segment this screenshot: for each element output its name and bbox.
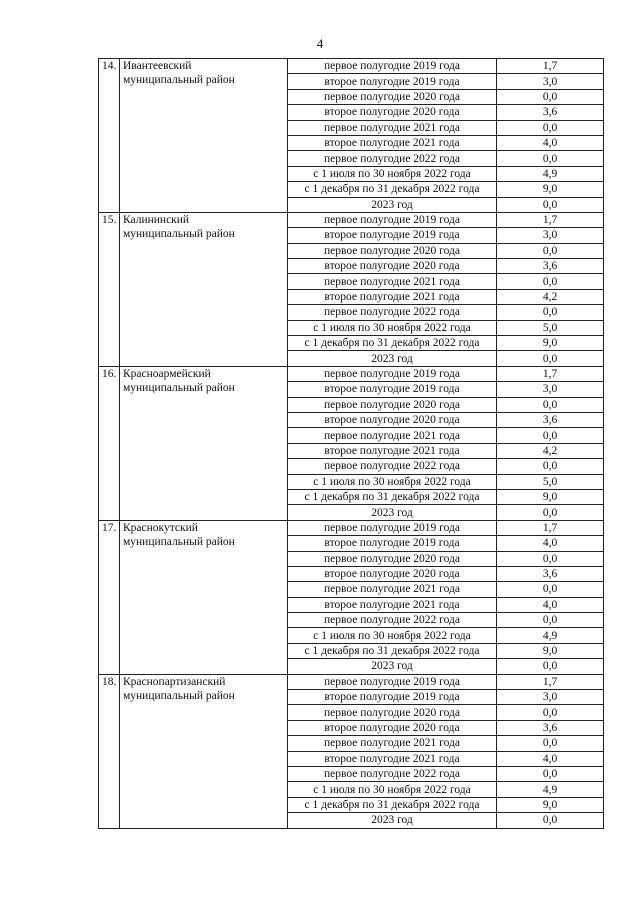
period-cell: первое полугодие 2022 года [288, 459, 497, 474]
tariff-table-body [99, 59, 604, 829]
table-row [99, 59, 604, 74]
value-cell: 0,0 [497, 89, 604, 104]
period-cell: первое полугодие 2020 года [288, 397, 497, 412]
period-cell: с 1 июля по 30 ноября 2022 года [288, 474, 497, 489]
period-cell: первое полугодие 2021 года [288, 120, 497, 135]
period-cell: второе полугодие 2021 года [288, 751, 497, 766]
value-cell: 0,0 [497, 274, 604, 289]
period-cell: с 1 июля по 30 ноября 2022 года [288, 166, 497, 181]
value-cell: 3,0 [497, 74, 604, 89]
value-cell: 0,0 [497, 736, 604, 751]
value-cell: 4,9 [497, 166, 604, 181]
value-cell: 4,0 [497, 135, 604, 150]
period-cell: первое полугодие 2020 года [288, 551, 497, 566]
period-cell: второе полугодие 2019 года [288, 690, 497, 705]
period-cell: с 1 декабря по 31 декабря 2022 года [288, 336, 497, 351]
period-cell: 2023 год [288, 505, 497, 520]
value-cell: 0,0 [497, 505, 604, 520]
period-cell: первое полугодие 2019 года [288, 366, 497, 381]
value-cell: 3,0 [497, 382, 604, 397]
value-cell: 0,0 [497, 766, 604, 781]
value-cell: 9,0 [497, 489, 604, 504]
value-cell: 3,6 [497, 259, 604, 274]
district-name [120, 59, 288, 213]
period-cell: второе полугодие 2019 года [288, 536, 497, 551]
period-cell: первое полугодие 2019 года [288, 212, 497, 227]
period-cell: первое полугодие 2022 года [288, 766, 497, 781]
period-cell: первое полугодие 2019 года [288, 520, 497, 535]
district-name-line1: Краснопартизанский [123, 675, 226, 688]
value-cell: 4,0 [497, 597, 604, 612]
district-number: 18. [99, 674, 120, 828]
period-cell: второе полугодие 2020 года [288, 720, 497, 735]
value-cell: 0,0 [497, 305, 604, 320]
period-cell: второе полугодие 2021 года [288, 135, 497, 150]
district-number: 15. [99, 212, 120, 366]
district-name-line2: муниципальный район [123, 227, 235, 240]
period-cell: с 1 декабря по 31 декабря 2022 года [288, 489, 497, 504]
value-cell: 3,6 [497, 105, 604, 120]
value-cell: 5,0 [497, 474, 604, 489]
period-cell: первое полугодие 2019 года [288, 59, 497, 74]
value-cell: 0,0 [497, 243, 604, 258]
table-row [99, 520, 604, 535]
period-cell: второе полугодие 2019 года [288, 74, 497, 89]
page-number: 4 [316, 36, 324, 51]
value-cell: 9,0 [497, 182, 604, 197]
district-name-line2: муниципальный район [123, 381, 235, 394]
period-cell: второе полугодие 2020 года [288, 105, 497, 120]
period-cell: первое полугодие 2020 года [288, 243, 497, 258]
value-cell: 1,7 [497, 366, 604, 381]
period-cell: 2023 год [288, 351, 497, 366]
period-cell: второе полугодие 2019 года [288, 228, 497, 243]
value-cell: 5,0 [497, 320, 604, 335]
period-cell: с 1 июля по 30 ноября 2022 года [288, 782, 497, 797]
district-name-line1: Краснокутский [123, 521, 198, 534]
value-cell: 0,0 [497, 151, 604, 166]
value-cell: 3,6 [497, 720, 604, 735]
value-cell: 9,0 [497, 797, 604, 812]
value-cell: 0,0 [497, 582, 604, 597]
value-cell: 0,0 [497, 428, 604, 443]
value-cell: 0,0 [497, 397, 604, 412]
period-cell: первое полугодие 2021 года [288, 736, 497, 751]
value-cell: 9,0 [497, 336, 604, 351]
period-cell: первое полугодие 2020 года [288, 89, 497, 104]
period-cell: второе полугодие 2020 года [288, 566, 497, 581]
period-cell: первое полугодие 2021 года [288, 428, 497, 443]
period-cell: первое полугодие 2021 года [288, 582, 497, 597]
district-name-line1: Красноармейский [123, 367, 211, 380]
period-cell: второе полугодие 2020 года [288, 259, 497, 274]
value-cell: 0,0 [497, 459, 604, 474]
period-cell: второе полугодие 2020 года [288, 412, 497, 427]
district-name-line2: муниципальный район [123, 689, 235, 702]
period-cell: второе полугодие 2021 года [288, 597, 497, 612]
period-cell: с 1 декабря по 31 декабря 2022 года [288, 797, 497, 812]
value-cell: 4,0 [497, 536, 604, 551]
period-cell: первое полугодие 2019 года [288, 674, 497, 689]
district-number: 17. [99, 520, 120, 674]
district-name-line1: Калининский [123, 213, 190, 226]
value-cell: 9,0 [497, 643, 604, 658]
period-cell: первое полугодие 2022 года [288, 613, 497, 628]
value-cell: 1,7 [497, 59, 604, 74]
value-cell: 3,0 [497, 228, 604, 243]
value-cell: 0,0 [497, 551, 604, 566]
value-cell: 0,0 [497, 120, 604, 135]
period-cell: с 1 июля по 30 ноября 2022 года [288, 628, 497, 643]
period-cell: первое полугодие 2022 года [288, 305, 497, 320]
value-cell: 4,0 [497, 751, 604, 766]
district-name-line2: муниципальный район [123, 535, 235, 548]
district-name-line2: муниципальный район [123, 74, 235, 86]
period-cell: 2023 год [288, 659, 497, 674]
district-name [120, 366, 288, 520]
tariff-table [98, 58, 604, 829]
table-row [99, 366, 604, 381]
value-cell: 0,0 [497, 613, 604, 628]
period-cell: с 1 декабря по 31 декабря 2022 года [288, 182, 497, 197]
district-name [120, 520, 288, 674]
value-cell: 3,0 [497, 690, 604, 705]
district-name [120, 674, 288, 828]
value-cell: 1,7 [497, 212, 604, 227]
value-cell: 0,0 [497, 659, 604, 674]
district-number: 16. [99, 366, 120, 520]
value-cell: 4,2 [497, 443, 604, 458]
period-cell: 2023 год [288, 197, 497, 212]
value-cell: 4,9 [497, 782, 604, 797]
value-cell: 3,6 [497, 412, 604, 427]
period-cell: второе полугодие 2021 года [288, 443, 497, 458]
district-name-line1: Ивантеевский [123, 60, 192, 72]
value-cell: 4,9 [497, 628, 604, 643]
period-cell: второе полугодие 2019 года [288, 382, 497, 397]
value-cell: 1,7 [497, 520, 604, 535]
value-cell: 0,0 [497, 705, 604, 720]
period-cell: с 1 декабря по 31 декабря 2022 года [288, 643, 497, 658]
value-cell: 0,0 [497, 197, 604, 212]
table-row [99, 212, 604, 227]
period-cell: первое полугодие 2022 года [288, 151, 497, 166]
period-cell: с 1 июля по 30 ноября 2022 года [288, 320, 497, 335]
table-row [99, 674, 604, 689]
district-name [120, 212, 288, 366]
value-cell: 0,0 [497, 813, 604, 828]
value-cell: 0,0 [497, 351, 604, 366]
value-cell: 4,2 [497, 289, 604, 304]
period-cell: второе полугодие 2021 года [288, 289, 497, 304]
period-cell: первое полугодие 2020 года [288, 705, 497, 720]
value-cell: 3,6 [497, 566, 604, 581]
district-number: 14. [99, 59, 120, 213]
period-cell: 2023 год [288, 813, 497, 828]
value-cell: 1,7 [497, 674, 604, 689]
period-cell: первое полугодие 2021 года [288, 274, 497, 289]
